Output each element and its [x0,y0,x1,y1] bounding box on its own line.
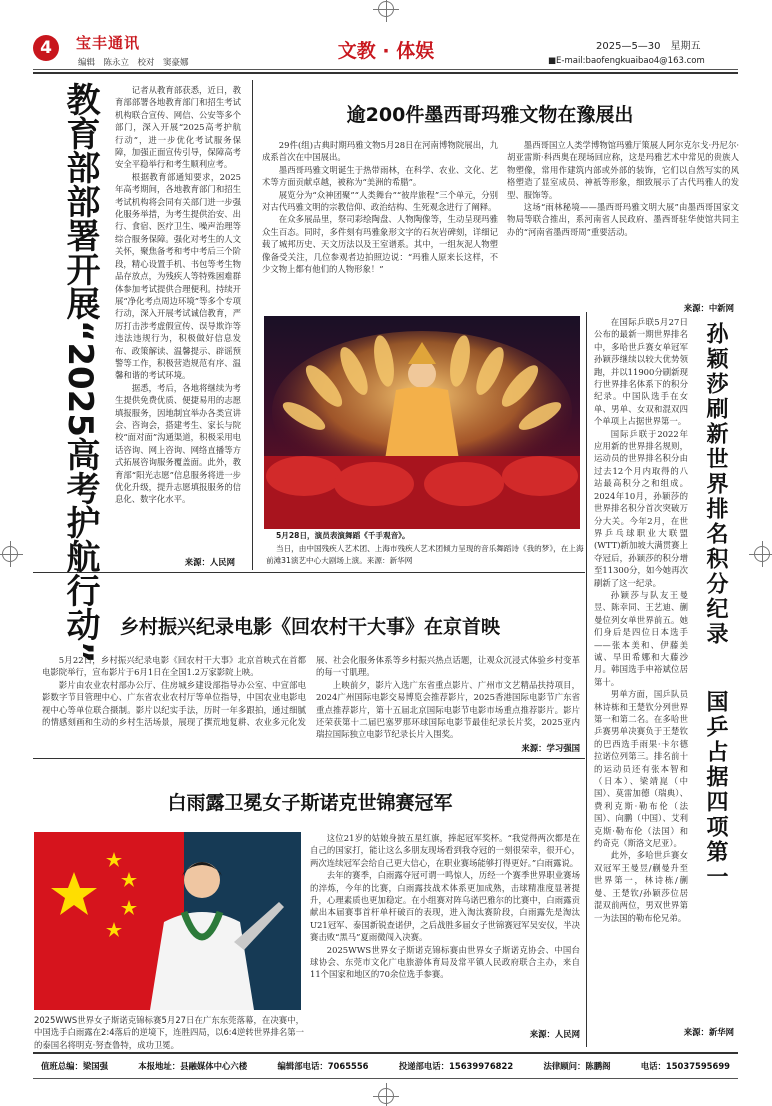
registration-mark-top [378,1,394,17]
dance-caption-line-1: 5月28日，演员表演舞蹈《千手观音》。 [276,531,410,540]
film-body [42,654,580,746]
rule-above-snooker [33,758,585,759]
gaokao-para-2: 根据教育部通知要求，2025年高考期间，各地教育部门和招生考试机构将会同有关部门进一步强化服务举措，为考生提供治安、出行、食宿、医疗卫生、噪声治理等综合服务保障。强化对考生的人文关怀，聚焦备考和考中考后三个阶段，精心设置手机、书包等考生物品存放点，为残疾人等特殊困难群体参加考试提供合理便利。持续开展“净化考点周边环境”等多个专项行动，深入开展考试诚信教育，严厉打击涉考虚假宣传、误导欺诈等违法违规行为，积极做好信息发布、政策解读、温馨提示、辟谣预警等工作，积极营造规范有序、温馨和谐的考试环境。 [115,171,241,381]
maya-headline: 逾200件墨西哥玛雅文物在豫展出 [346,104,634,126]
page-number-badge: 4 [33,35,59,61]
column-rule-right [586,312,587,1047]
maya-body-right [507,139,739,301]
footer-edit-phone: 编辑部电话：7065556 [277,1061,369,1071]
sun-body [594,316,688,1026]
footer-submit-phone: 投递部电话：15639976822 [398,1061,514,1071]
maya-para-6: 这场“雨林秘境——墨西哥玛雅文明大展”由墨西哥国家文物局等联合推出，系河南省人民政府、墨西哥驻华使馆共同主办的“河南省墨西哥周”重要活动。 [507,202,739,237]
sun-headline-part2: 国乒占据四项第一 [703,690,728,890]
maya-para-1: 29件(组)古典时期玛雅文物5月28日在河南博物院展出，九成系首次在中国展出。 [262,140,498,163]
sun-headline-part1: 孙颖莎刷新世界排名积分纪录 [703,322,728,647]
editors-line: 编辑 陈永立 校对 窦豪娜 [78,58,189,68]
film-source: 来源：学习强国 [521,743,580,753]
dance-caption-line-2: 当日，由中国残疾人艺术团、上海市残疾人艺术团倾力呈现的音乐舞蹈诗《我的梦》，在上海前滩31演艺中心大剧场上演。来源：新华网 [266,543,584,565]
maya-source: 来源：中新网 [683,303,734,313]
rule-above-film [33,572,585,573]
gaokao-source: 来源：人民网 [184,557,235,567]
maya-body-left [262,139,498,301]
dance-caption [266,530,584,568]
film-para-3: 上映前夕，影片入选广东省重点影片、广州市文艺精品扶持项目，2024广州国际电影交易博览会推荐影片，2025香港国际电影节广东省重点推荐影片，第十五届北京国际电影节电影市场重点推荐影片。影片还荣获第十二届巴塞罗那环球国际电影节最佳纪录长片奖，2025亚内瑞拉国际独立电影节纪录长片入围奖。 [316,679,580,740]
snooker-para-1: 这位21岁的姑娘身披五星红旗，捧起冠军奖杯。“我觉得两次都是在自己的国家打，能让这么多朋友现场看到我夺冠的一刻很荣幸，很开心，两次连续冠军会给自己更大信心，在职业赛场能够打得更好。”白雨露说。 [310,833,580,868]
sun-para-2: 国际乒联于2022年应用新的世界排名规则，运动员的世界排名积分由过去12个月内取得的八站最高积分之和组成。2024年10月，孙颖莎的世界排名积分首次突破万分大关。今年2月，在世界乒乓球职业大联盟(WTT)新加坡大满贯赛上夺冠后，孙颖莎的积分增至11300分，如今她再次刷新了这一纪录。 [594,428,688,588]
gaokao-body [115,84,241,554]
sun-para-4: 男单方面，国乒队员林诗栋和王楚钦分列世界第一和第二名。在多哈世乒赛男单决赛负于王楚钦的巴西选手雨果·卡尔德拉诺位列第三。排名前十的运动员还有张本智和（日本）、梁靖崑（中国）、莫雷加德（瑞典）、费利克斯·勒布伦（法国）、向鹏（中国）、艾利克斯·勒布伦（法国）和约奇克（斯洛文尼亚）。 [594,689,688,849]
sun-para-3: 孙颖莎与队友王曼昱、陈幸同、王艺迪、蒯曼位列女单世界前五。她们身后是四位日本选手——张本美和、伊藤美诚、早田希娜和大藤沙月。韩国选手申裕斌位居第十。 [594,589,688,687]
header-rule-thin [33,69,738,70]
gaokao-headline: 教育部部署开展“2025高考护航行动” [60,82,100,664]
issue-date: 2025—5—30 星期五 [596,41,701,52]
section-title: 文教 · 体娱 [337,40,435,62]
footer-address: 本报地址：县融媒体中心六楼 [138,1061,248,1071]
dance-photo-art [264,316,580,529]
header-rule-thick [33,72,738,74]
registration-mark-bottom [378,1088,394,1104]
registration-mark-left [2,546,18,562]
maya-para-3: 展览分为“众神团聚”“人类舞台”“彼岸旅程”三个单元，分别对古代玛雅文明的宗教信仰、政治结构、生死观念进行了阐释。 [262,189,498,213]
footer-bar [33,1056,738,1076]
header-email: ■E-mail:baofengkuaibao4@163.com [548,56,705,66]
gaokao-para-3: 据悉，考后，各地将继续为考生提供免费优质、便捷易用的志愿填报服务，因地制宜举办各类宣讲会、咨询会，搭建考生、家长与院校“面对面”沟通渠道，积极采用电话咨询、网上咨询、网络直播等方式拓展咨询服务覆盖面。此外，教育部“阳光志愿”信息服务将进一步优化升级，提升志愿填报服务的信息化、数字化水平。 [115,382,241,505]
snooker-source: 来源：人民网 [529,1029,580,1039]
gaokao-para-1: 记者从教育部获悉，近日，教育部部署各地教育部门和招生考试机构联合宣传、网信、公安等多个部门，深入开展“2025高考护航行动”，进一步优化考试服务保障，加强正面宣传引导，保障高考安全平稳举行和考生顺利应考。 [115,85,241,170]
dance-photo [264,316,580,529]
footer-chief-editor: 值班总编：梁国强 [41,1061,108,1071]
film-para-1: 5月22日，乡村振兴纪录电影《回农村干大事》北京首映式在首都电影院举行，宣布影片于6月1日在全国1.2万家影院上映。 [42,655,306,678]
snooker-photo [34,832,301,1010]
snooker-photo-art [34,832,301,1010]
sun-source: 来源：新华网 [683,1027,734,1037]
footer-rule-bottom [33,1078,738,1079]
snooker-para-3: 2025WWS世界女子斯诺克锦标赛由世界女子斯诺克协会、中国台球协会、东莞市文化广电旅游体育局及常平镇人民政府联合主办，来自11个国家和地区的70余位选手参赛。 [310,944,580,980]
snooker-photo-caption: 2025WWS世界女子斯诺克锦标赛5月27日在广东东莞落幕，在决赛中，中国选手白雨露在2:4落后的逆境下，连胜四局，以6:4逆转世界排名第一的泰国名将明克·努查鲁特，成功卫冕。 [34,1015,304,1050]
film-headline: 乡村振兴纪录电影《回农村干大事》在京首映 [119,616,500,638]
footer-legal: 法律顾问：陈鹏阁 [543,1061,611,1071]
snooker-body [310,832,580,1028]
snooker-headline: 白雨露卫冕女子斯诺克世锦赛冠军 [167,792,453,814]
footer-legal-phone: 电话：15037595699 [640,1061,730,1071]
film-para-2: 影片由农业农村部办公厅、住房城乡建设部指导办公室、中宣部电影数字节目管理中心、广东省农业农村厅等单位指导，中国农业电影电视中心等单位联合摄制。影片以纪实手法，历时一年多跟拍，通过细腻的情感刻画和生动的乡村生活场景，展现了撰荒地复耕、农业多元化发展、社会化服务体系等乡村振兴热点话题，让观众沉浸式体验乡村变革的每一寸肌理。 [42,655,580,728]
paper-name: 宝丰通讯 [76,34,141,52]
sun-para-1: 在国际乒联5月27日公布的最新一期世界排名中，多哈世乒赛女单冠军孙颖莎继续以较大优势领跑，并以11900分刷新现行世界排名体系下的积分纪录。中国队选手在女单、男单、女双和混双四个单项上占据世界第一。 [594,317,688,427]
column-rule-left [252,80,253,570]
sun-para-5: 此外，多哈世乒赛女双冠军王曼昱/蒯曼升至世界第一，林诗栋/蒯曼、王楚钦/孙颖莎位居混双前两位，男双世界第一为法国的勒布伦兄弟。 [594,850,688,923]
maya-para-5: 墨西哥国立人类学博物馆玛雅厅策展人阿尔克尔戈·丹尼尔·胡亚雷斯·科西奥在现场回应称，这是玛雅艺术中常见的贵族人物塑像，常用作建筑内部或外部的装饰，它们以自然写实的风格塑造了显室成员、神祇等形象，细致展示了古代玛雅人的发型、服饰等。 [507,140,739,200]
footer-rule-top [33,1052,738,1054]
maya-para-2: 墨西哥玛雅文明诞生于热带雨林，在科学、农业、文化、艺术等方面贡献卓越，被称为“美洲的希腊”。 [262,164,498,188]
registration-mark-right [754,546,770,562]
snooker-para-2: 去年的赛季，白雨露夺冠可谓一鸣惊人，历经一个赛季世界职业赛场的淬炼，今年的比赛，白雨露技战术体系更加成熟，击球精准度显著提升，心理素质也更加稳定。在小组赛对阵乌诺巴雅尔的比赛中，白雨露贡献出本届赛事首杆单杆破百的表现，进入淘汰赛阶段，白雨露先是淘汰U21冠军、泰国新锐查诺伊，之后战胜多届女子世锦赛冠军吴安仪，半决赛击败“黑马”夏雨微闯入决赛。 [310,870,580,943]
maya-para-4: 在众多展品里，祭司彩绘陶盘、人物陶像等，生动呈现玛雅众生百态。同时，多件刻有玛雅象形文字的石灰岩碑刻，详细记载了城邦历史、天文历法以及王室谱系。其中，一组灰泥人物塑像备受关注，几位参观者边拍照边说：“玛雅人原来长这样，不少文物上都有他们的人物形象！” [262,214,498,275]
